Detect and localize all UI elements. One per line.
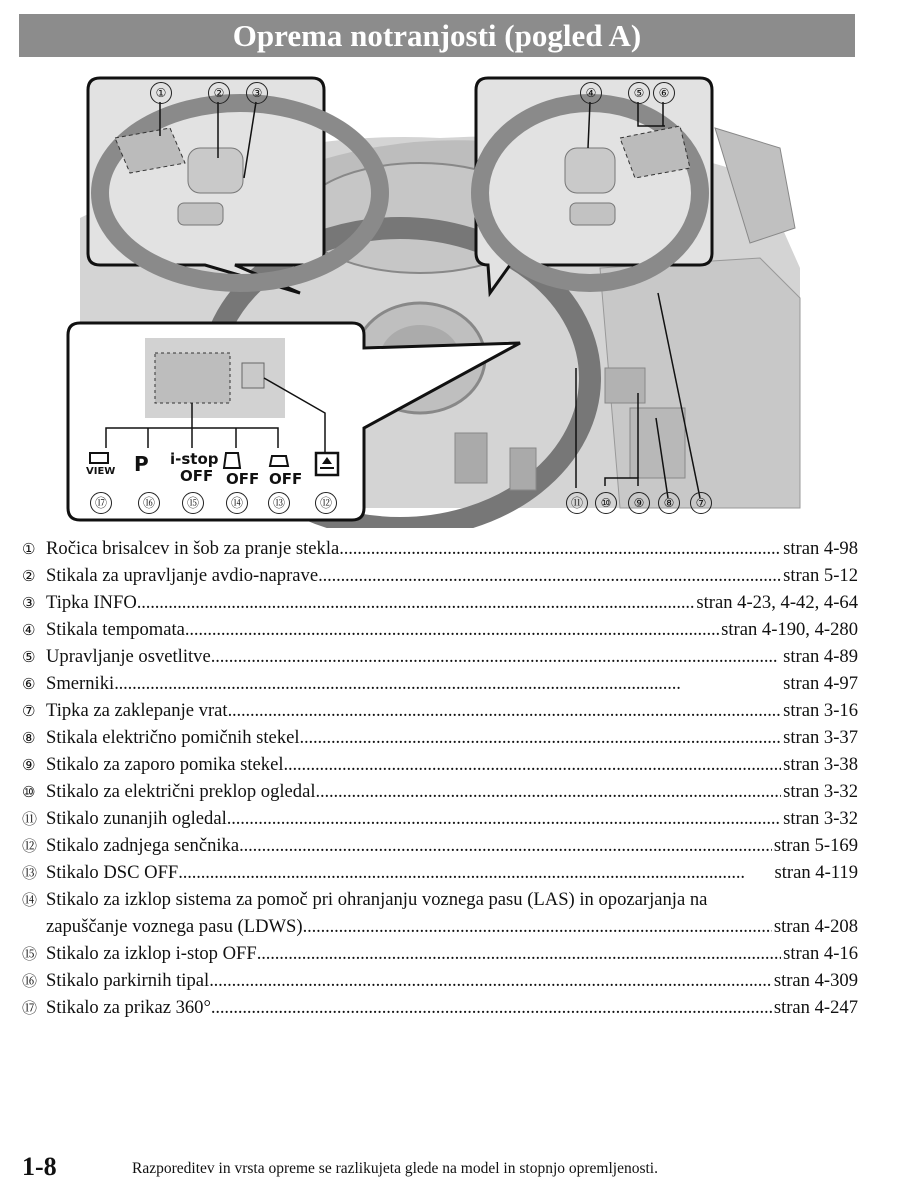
item-page: stran 4-208 bbox=[773, 916, 858, 937]
item-page: stran 3-32 bbox=[783, 781, 858, 802]
item-text: Tipka za zaklepanje vrat bbox=[46, 700, 228, 721]
list-item bbox=[22, 805, 858, 832]
callout-1: ① bbox=[150, 82, 172, 104]
callout-4: ④ bbox=[580, 82, 602, 104]
item-number: ⑦ bbox=[22, 702, 36, 720]
list-item bbox=[22, 697, 858, 724]
interior-illustration bbox=[60, 68, 820, 528]
callout-14: ⑭ bbox=[226, 492, 248, 514]
item-page: stran 4-119 bbox=[774, 862, 858, 883]
list-item bbox=[22, 886, 858, 913]
callout-16: ⑯ bbox=[138, 492, 160, 514]
item-page: stran 4-190, 4-280 bbox=[721, 619, 858, 640]
item-text: Stikalo parkirnih tipal bbox=[46, 970, 210, 991]
callout-9: ⑨ bbox=[628, 492, 650, 514]
item-number: ④ bbox=[22, 621, 36, 639]
item-number: ⑪ bbox=[22, 810, 38, 828]
item-number: ⑤ bbox=[22, 648, 36, 666]
list-item bbox=[22, 670, 858, 697]
item-page: stran 4-16 bbox=[783, 943, 858, 964]
callout-13: ⑬ bbox=[268, 492, 290, 514]
item-text: Upravljanje osvetlitve bbox=[46, 646, 211, 667]
item-number: ① bbox=[22, 540, 36, 558]
parking-sensor-icon: P bbox=[134, 452, 149, 476]
list-item bbox=[22, 967, 858, 994]
list-item bbox=[22, 832, 858, 859]
item-number: ⑧ bbox=[22, 729, 36, 747]
list-item bbox=[22, 940, 858, 967]
item-page: stran 4-97 bbox=[783, 673, 858, 694]
item-text: Stikalo za zaporo pomika stekel bbox=[46, 754, 284, 775]
callout-6: ⑥ bbox=[653, 82, 675, 104]
item-text: Smerniki bbox=[46, 673, 115, 694]
item-page: stran 3-16 bbox=[783, 700, 858, 721]
item-text: Tipka INFO bbox=[46, 592, 137, 613]
item-text: Ročica brisalcev in šob za pranje stekla bbox=[46, 538, 340, 559]
list-item bbox=[22, 751, 858, 778]
list-item bbox=[22, 994, 858, 1021]
item-number: ⑫ bbox=[22, 837, 38, 855]
list-item bbox=[22, 562, 858, 589]
list-item bbox=[22, 589, 858, 616]
item-number: ② bbox=[22, 567, 36, 585]
item-number: ⑥ bbox=[22, 675, 36, 693]
list-item bbox=[22, 643, 858, 670]
list-item bbox=[22, 616, 858, 643]
istop-icon-label: i-stop bbox=[170, 450, 219, 468]
footer-note: Razporeditev in vrsta opreme se razlikujeta glede na model in stopnjo opremljenosti. bbox=[132, 1160, 658, 1177]
item-number: ⑯ bbox=[22, 972, 38, 990]
list-item bbox=[22, 535, 858, 562]
dsc-off-label: OFF bbox=[269, 470, 303, 488]
item-text: Stikala tempomata bbox=[46, 619, 185, 640]
las-off-label: OFF bbox=[226, 470, 260, 488]
list-item bbox=[22, 859, 858, 886]
callout-12: ⑫ bbox=[315, 492, 337, 514]
item-number: ⑬ bbox=[22, 864, 38, 882]
item-text: Stikalo zadnjega senčnika bbox=[46, 835, 240, 856]
page-title: Oprema notranjosti (pogled A) bbox=[19, 14, 855, 57]
item-text: Stikalo za prikaz 360° bbox=[46, 997, 211, 1018]
list-item-continuation bbox=[22, 913, 858, 940]
list-item bbox=[22, 724, 858, 751]
item-text: Stikalo zunanjih ogledal bbox=[46, 808, 227, 829]
item-page: stran 3-37 bbox=[783, 727, 858, 748]
item-number: ⑭ bbox=[22, 891, 38, 909]
item-number: ⑩ bbox=[22, 783, 36, 801]
item-number: ⑨ bbox=[22, 756, 36, 774]
item-text: zapuščanje voznega pasu (LDWS) bbox=[46, 916, 303, 937]
item-page: stran 3-38 bbox=[783, 754, 858, 775]
item-page: stran 4-247 bbox=[773, 997, 858, 1018]
view-icon-label: VIEW bbox=[86, 466, 116, 477]
callout-15: ⑮ bbox=[182, 492, 204, 514]
item-text: Stikalo za izklop i-stop OFF bbox=[46, 943, 257, 964]
item-page: stran 5-12 bbox=[783, 565, 858, 586]
page-number: 1-8 bbox=[22, 1152, 57, 1181]
item-page: stran 3-32 bbox=[783, 808, 858, 829]
callout-2: ② bbox=[208, 82, 230, 104]
item-page: stran 4-89 bbox=[783, 646, 858, 667]
equipment-list bbox=[22, 535, 858, 1021]
callout-10: ⑩ bbox=[595, 492, 617, 514]
callout-8: ⑧ bbox=[658, 492, 680, 514]
list-item bbox=[22, 778, 858, 805]
item-number: ⑰ bbox=[22, 999, 38, 1017]
item-text: Stikalo za izklop sistema za pomoč pri ohranjanju voznega pasu (LAS) in opozarjanja na bbox=[46, 889, 708, 910]
item-number: ⑮ bbox=[22, 945, 38, 963]
item-text: Stikala električno pomičnih stekel bbox=[46, 727, 300, 748]
item-page: stran 4-23, 4-42, 4-64 bbox=[696, 592, 858, 613]
callout-3: ③ bbox=[246, 82, 268, 104]
item-page: stran 4-98 bbox=[783, 538, 858, 559]
item-number: ③ bbox=[22, 594, 36, 612]
item-text: Stikalo za električni preklop ogledal bbox=[46, 781, 316, 802]
item-text: Stikala za upravljanje avdio-naprave bbox=[46, 565, 319, 586]
callout-11: ⑪ bbox=[566, 492, 588, 514]
callout-17: ⑰ bbox=[90, 492, 112, 514]
item-page: stran 5-169 bbox=[773, 835, 858, 856]
callout-5: ⑤ bbox=[628, 82, 650, 104]
item-page: stran 4-309 bbox=[773, 970, 858, 991]
callout-7: ⑦ bbox=[690, 492, 712, 514]
istop-off-label: OFF bbox=[180, 467, 214, 485]
item-text: Stikalo DSC OFF bbox=[46, 862, 179, 883]
